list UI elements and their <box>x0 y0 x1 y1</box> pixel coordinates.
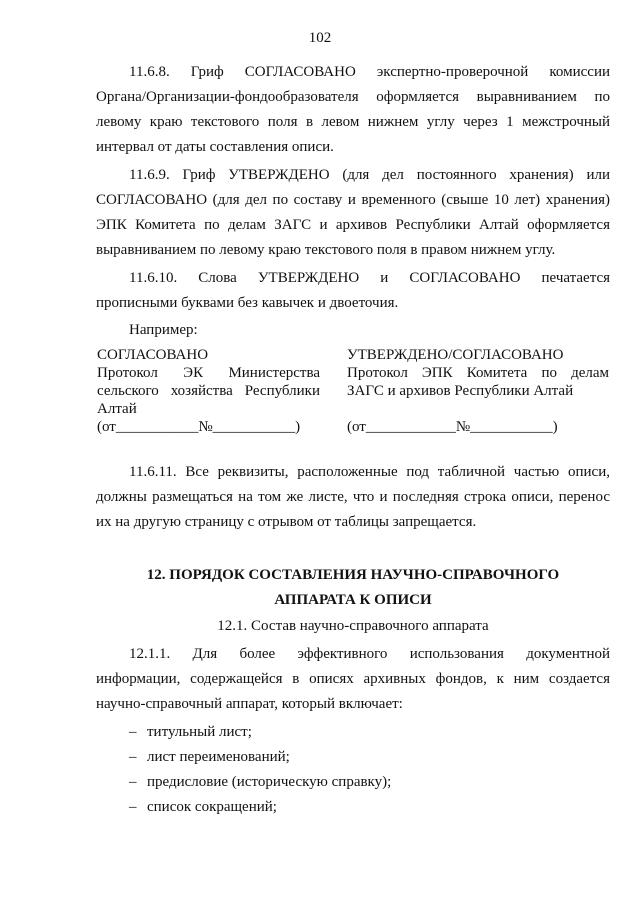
subsection-heading: 12.1. Состав научно-справочного аппарата <box>217 618 489 634</box>
sig-left-line: СОГЛАСОВАНО <box>97 347 209 363</box>
list-item <box>96 745 610 770</box>
sig-right-line: (от____________№___________) <box>347 419 558 435</box>
paragraph-11-6-8 <box>96 60 610 160</box>
list-item <box>96 770 610 795</box>
list-item <box>96 720 610 745</box>
text-line: информации, содержащейся в описях архивных фондов, к ним создается <box>96 671 610 687</box>
text-line: научно-справочный аппарат, который включает: <box>96 696 403 712</box>
text-line: 11.6.10. Слова УТВЕРЖДЕНО и СОГЛАСОВАНО печатается <box>129 270 610 286</box>
text-line: их на другую страницу с отрывом от таблицы запрещается. <box>96 514 477 530</box>
list-item-text: список сокращений; <box>147 799 277 815</box>
dash-marker: – <box>129 774 137 790</box>
list-item-text: лист переименований; <box>147 749 290 765</box>
dash-marker: – <box>129 799 137 815</box>
paragraph-12-1-1 <box>96 642 610 717</box>
text-line: прописными буквами без кавычек и двоеточия. <box>96 295 399 311</box>
signature-block-right <box>347 346 609 436</box>
section-heading <box>96 563 610 613</box>
sig-left-line: Алтай <box>97 401 137 417</box>
paragraph-11-6-10 <box>96 266 610 316</box>
dash-marker: – <box>129 724 137 740</box>
text-line: 11.6.11. Все реквизиты, расположенные под табличной частью описи, <box>129 464 610 480</box>
sig-right-line: Протокол ЭПК Комитета по делам <box>347 365 609 381</box>
text-line: левому краю текстового поля в левом нижнем углу через 1 межстрочный <box>96 114 610 130</box>
signature-block-left <box>97 346 320 436</box>
example-label-text: Например: <box>129 322 198 338</box>
text-line: 12.1.1. Для более эффективного использования документной <box>129 646 610 662</box>
heading-line: АППАРАТА К ОПИСИ <box>274 592 432 608</box>
example-label <box>96 318 610 343</box>
list-item <box>96 795 610 820</box>
text-line: должны размещаться на том же листе, что и последняя строка описи, перенос <box>96 489 610 505</box>
paragraph-11-6-9 <box>96 163 610 263</box>
sig-right-line: УТВЕРЖДЕНО/СОГЛАСОВАНО <box>347 347 564 363</box>
text-line: 11.6.9. Гриф УТВЕРЖДЕНО (для дел постоянного хранения) или <box>129 167 610 183</box>
text-line: интервал от даты составления описи. <box>96 139 334 155</box>
text-line: СОГЛАСОВАНО (для дел по составу и временного (свыше 10 лет) хранения) <box>96 192 610 208</box>
paragraph-11-6-11 <box>96 460 610 535</box>
sig-left-line: Протокол ЭК Министерства <box>97 365 320 381</box>
text-line: выравниванием по левому краю текстового поля в правом нижнем углу. <box>96 242 556 258</box>
list-item-text: предисловие (историческую справку); <box>147 774 392 790</box>
sig-left-line: сельского хозяйства Республики <box>97 383 320 399</box>
heading-line: 12. ПОРЯДОК СОСТАВЛЕНИЯ НАУЧНО-СПРАВОЧНОГО <box>146 567 560 583</box>
sig-left-line: (от___________№___________) <box>97 419 301 435</box>
dash-marker: – <box>129 749 137 765</box>
text-line: Органа/Организации-фондообразователя оформляется выравниванием по <box>96 89 610 105</box>
text-line: ЭПК Комитета по делам ЗАГС и архивов Республики Алтай оформляется <box>96 217 610 233</box>
list-item-text: титульный лист; <box>147 724 252 740</box>
page-number: 102 <box>308 30 332 46</box>
component-list <box>96 720 610 820</box>
text-line: 11.6.8. Гриф СОГЛАСОВАНО экспертно-проверочной комиссии <box>129 64 610 80</box>
sig-right-line: ЗАГС и архивов Республики Алтай <box>347 383 574 399</box>
